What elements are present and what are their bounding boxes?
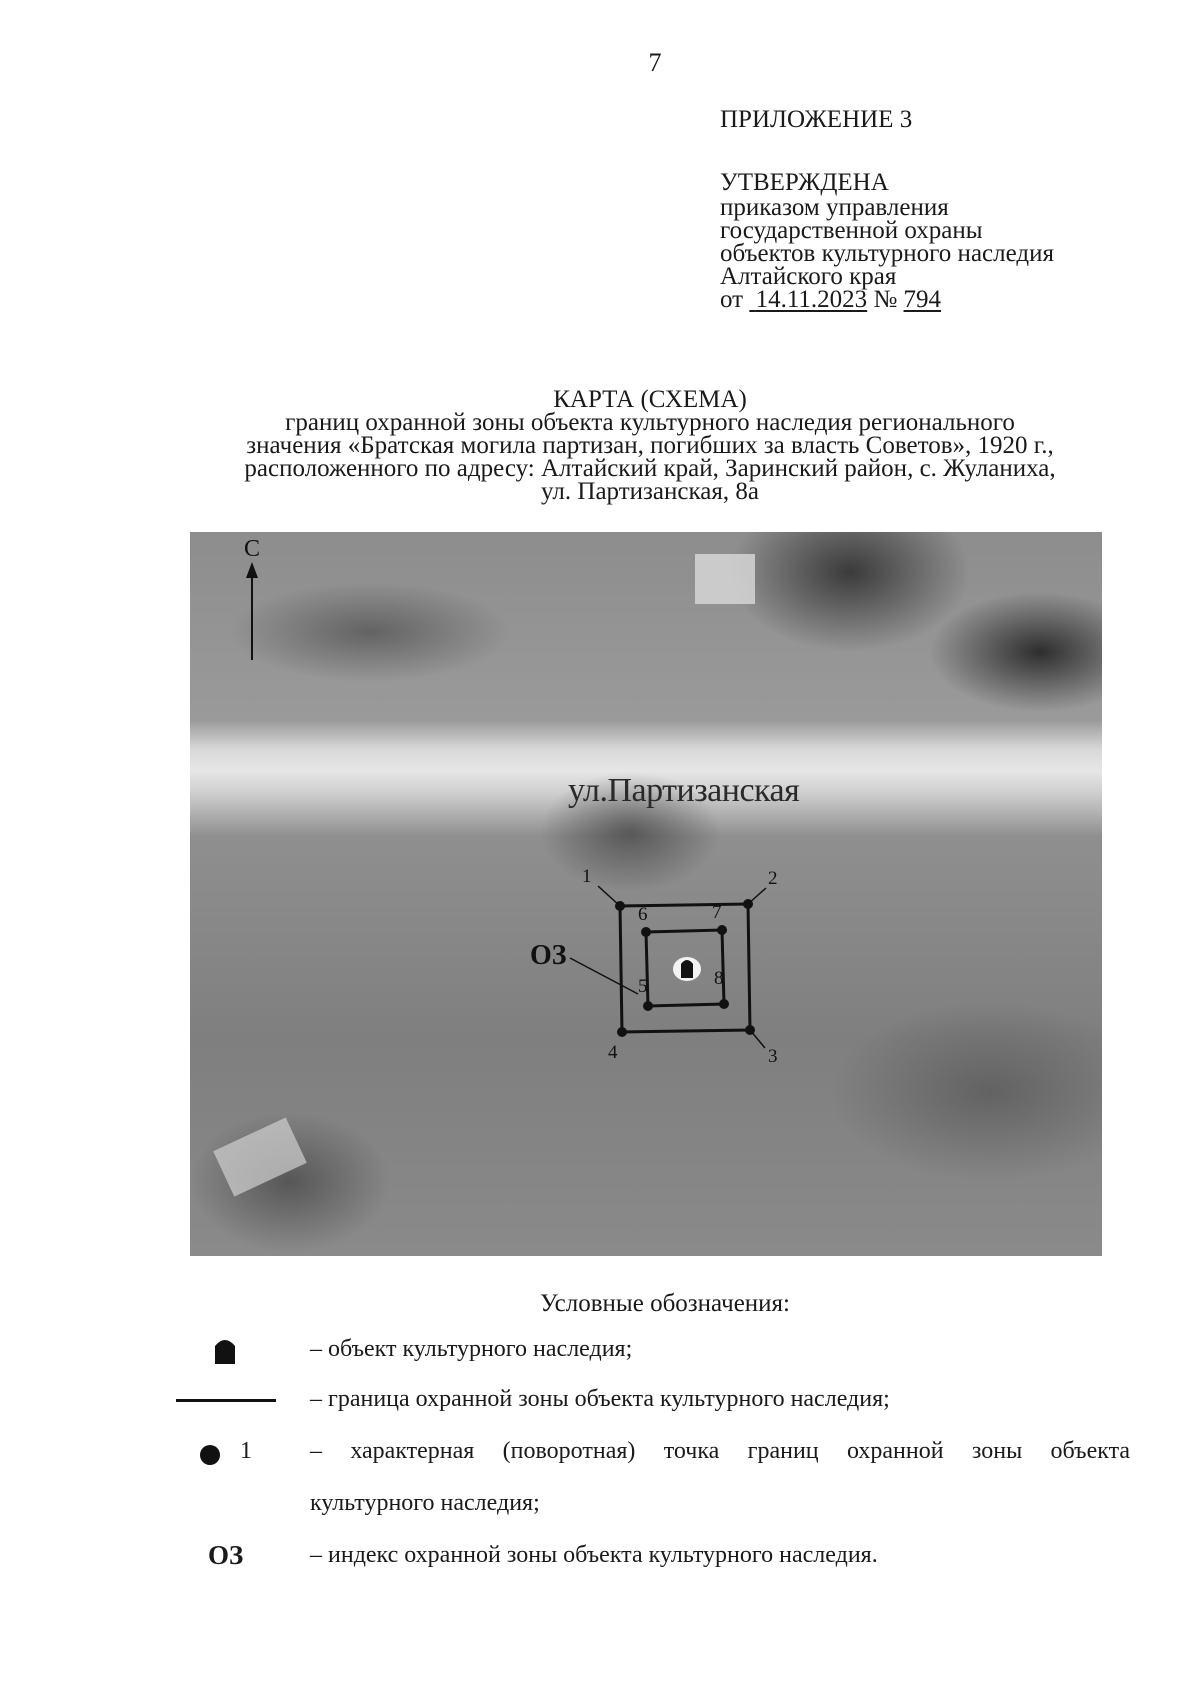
street-label: ул.Партизанская	[568, 772, 800, 809]
heading-line: значения «Братская могила партизан, погибших за власть Советов», 1920 г.,	[246, 432, 1054, 459]
point-label: 7	[712, 902, 722, 923]
point-label: 5	[638, 976, 648, 997]
monument-icon	[212, 1336, 238, 1366]
date-prefix: от	[720, 286, 744, 313]
approval-block	[720, 108, 1054, 311]
legend-title: Условные обозначения:	[539, 1290, 791, 1317]
legend-text: – граница охранной зоны объекта культурного наследия;	[310, 1386, 890, 1412]
boundary-point	[643, 1001, 653, 1011]
legend-text: – индекс охранной зоны объекта культурного наследия.	[310, 1542, 878, 1568]
approved-label: УТВЕРЖДЕНА	[720, 169, 889, 196]
leader-line	[748, 888, 766, 904]
north-label: С	[244, 536, 261, 562]
point-symbol-label: 1	[240, 1438, 252, 1464]
map-title: КАРТА (СХЕМА)	[553, 386, 747, 413]
north-arrow-head	[246, 562, 258, 578]
point-label: 8	[714, 968, 724, 989]
zone-index-label: ОЗ	[530, 940, 567, 971]
approval-line: объектов культурного наследия	[720, 240, 1054, 267]
zone-index-symbol: ОЗ	[208, 1540, 244, 1570]
approval-date-value: 14.11.2023	[755, 286, 868, 313]
point-label: 6	[638, 904, 648, 925]
legend-text: – объект культурного наследия;	[310, 1336, 633, 1362]
building-shape	[213, 1117, 307, 1196]
leader-line	[570, 958, 638, 994]
point-icon	[200, 1445, 220, 1465]
approval-line: приказом управления	[720, 194, 949, 221]
heading-line: расположенного по адресу: Алтайский край, Заринский район, с. Жуланиха,	[244, 455, 1056, 482]
annex-title: ПРИЛОЖЕНИЕ 3	[720, 106, 913, 133]
boundary-point	[641, 927, 651, 937]
map-overlay	[190, 532, 1102, 1256]
heading-line: границ охранной зоны объекта культурного наследия регионального	[285, 409, 1015, 436]
map-heading	[170, 388, 1130, 503]
building-shape	[695, 554, 755, 604]
boundary-point	[617, 1027, 627, 1037]
boundary-line-symbol	[176, 1399, 276, 1402]
approval-date-line	[720, 288, 1054, 311]
approval-number: 794	[903, 286, 942, 313]
heading-line: ул. Партизанская, 8а	[541, 478, 759, 505]
point-label: 2	[768, 868, 778, 889]
legend-text: – характерная (поворотная) точка границ охранной зоны объекта	[310, 1438, 1130, 1464]
point-label: 3	[768, 1046, 778, 1067]
number-sign: №	[873, 286, 898, 313]
approval-line: государственной охраны	[720, 217, 983, 244]
leader-line	[598, 886, 620, 906]
legend-text-continued: культурного наследия;	[310, 1490, 540, 1516]
approval-date	[749, 286, 867, 313]
point-label: 1	[582, 866, 592, 887]
monument-icon	[681, 960, 693, 978]
page-number: 7	[648, 48, 662, 77]
aerial-map	[190, 532, 1102, 1256]
point-label: 4	[608, 1042, 618, 1063]
approval-line: Алтайского края	[720, 263, 897, 290]
boundary-point	[717, 925, 727, 935]
leader-line	[750, 1030, 765, 1048]
boundary-point	[719, 999, 729, 1009]
